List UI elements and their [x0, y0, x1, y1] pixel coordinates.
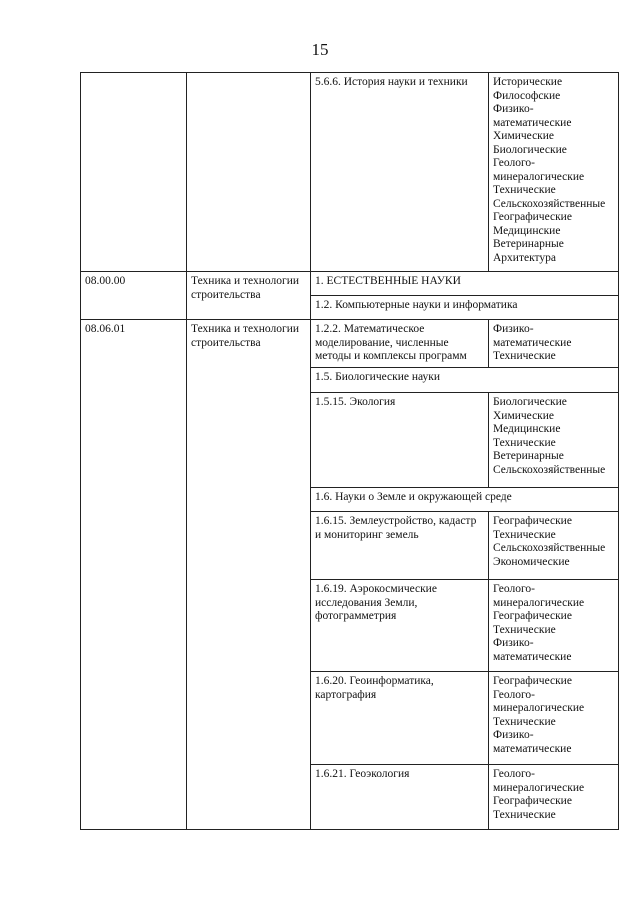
branch-item: минералогические [493, 170, 585, 183]
table-row [81, 272, 619, 296]
name-cell [187, 73, 311, 272]
specialty-cell: 1.6.15. Землеустройство, кадастр и мониторинг земель [311, 512, 489, 580]
name-cell: Техника и технологии строительства [187, 320, 311, 830]
section-header: 1.2. Компьютерные науки и информатика [311, 296, 619, 320]
table-row [81, 73, 619, 272]
branches-cell [489, 320, 619, 368]
code-cell: 08.06.01 [81, 320, 187, 830]
branch-item: Технические [493, 623, 556, 636]
specialty-cell: 1.5.15. Экология [311, 393, 489, 488]
branch-item: Сельскохозяйственные [493, 463, 606, 476]
specialty-cell: 1.6.19. Аэрокосмические исследования Земли, фотограмметрия [311, 580, 489, 672]
branch-item: Географические [493, 795, 572, 807]
branch-item: Биологические [493, 396, 567, 408]
branch-item: Геолого- [493, 688, 535, 701]
branch-item: Технические [493, 436, 556, 449]
specialty-cell: 1.6.20. Геоинформатика, картография [311, 672, 489, 765]
branch-item: Ветеринарные [493, 450, 564, 462]
branch-item: Философские [493, 89, 561, 102]
branch-item: математические [493, 336, 572, 349]
branch-item: Геолого- [493, 768, 535, 780]
table-row [81, 320, 619, 368]
branch-item: математические [493, 742, 572, 755]
branch-item: минералогические [493, 781, 585, 794]
branch-item: математические [493, 116, 572, 129]
branch-item: Медицинские [493, 224, 561, 237]
branches-cell [489, 765, 619, 830]
branch-item: Физико- [493, 637, 534, 649]
branches-cell [489, 672, 619, 765]
branch-item: Географические [493, 610, 572, 622]
branch-item: Экономические [493, 555, 570, 568]
branch-item: Химические [493, 130, 555, 142]
branch-item: Технические [493, 350, 556, 362]
branch-item: Физико- [493, 729, 534, 741]
branch-item: Технические [493, 715, 556, 728]
name-cell: Техника и технологии строительства [187, 272, 311, 320]
branches-cell [489, 393, 619, 488]
branch-item: Географические [493, 515, 572, 527]
section-header: 1.6. Науки о Земле и окружающей среде [311, 488, 619, 512]
branch-item: Технические [493, 528, 556, 541]
branch-item: Сельскохозяйственные [493, 542, 606, 554]
branch-item: Сельскохозяйственные [493, 197, 606, 210]
branch-item: Архитектура [493, 251, 557, 264]
code-cell: 08.00.00 [81, 272, 187, 320]
section-header: 1.5. Биологические науки [311, 368, 619, 393]
branch-item: Медицинские [493, 423, 561, 435]
branch-item: Географические [493, 211, 572, 223]
branch-item: Технические [493, 184, 556, 196]
branch-item: математические [493, 650, 572, 663]
branch-item: Геолого- [493, 583, 535, 595]
branch-item: Физико- [493, 103, 534, 115]
page-number: 15 [311, 40, 329, 59]
branches-cell [489, 580, 619, 672]
branch-item: Географические [493, 675, 572, 687]
branch-item: минералогические [493, 702, 585, 714]
branches-cell [489, 73, 619, 272]
specialty-cell: 1.6.21. Геоэкология [311, 765, 489, 830]
branch-item: Физико- [493, 323, 534, 335]
section-header: 1. ЕСТЕСТВЕННЫЕ НАУКИ [311, 272, 619, 296]
specialty-cell: 1.2.2. Математическое моделирование, численные методы и комплексы программ [311, 320, 489, 368]
code-cell [81, 73, 187, 272]
specialty-cell: 5.6.6. История науки и техники [311, 73, 489, 272]
branch-item: Исторические [493, 76, 563, 88]
branches-cell [489, 512, 619, 580]
branch-item: Химические [493, 409, 555, 422]
branch-item: минералогические [493, 596, 585, 609]
branch-item: Ветеринарные [493, 238, 564, 250]
branch-item: Биологические [493, 143, 567, 156]
branch-item: Геолого- [493, 157, 535, 169]
specialties-table [80, 72, 619, 830]
branch-item: Технические [493, 808, 556, 821]
